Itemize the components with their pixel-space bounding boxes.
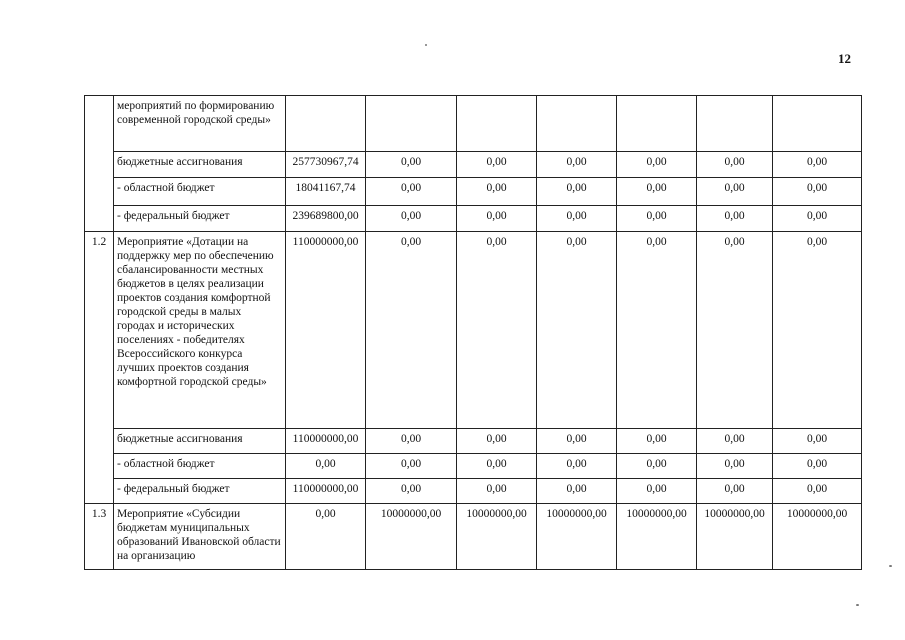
value-cell [457, 96, 537, 152]
value-cell: 0,00 [537, 479, 617, 504]
value-cell: 110000000,00 [286, 429, 366, 454]
table-row [85, 178, 862, 206]
value-cell: 239689800,00 [286, 206, 366, 232]
value-cell: 0,00 [457, 479, 537, 504]
value-cell: 0,00 [773, 232, 862, 429]
value-cell: 0,00 [697, 152, 773, 178]
value-cell: 0,00 [366, 454, 457, 479]
value-cell: 0,00 [697, 206, 773, 232]
scan-speck [856, 604, 859, 606]
row-index-cell: 1.3 [85, 504, 114, 570]
value-cell: 10000000,00 [697, 504, 773, 570]
value-cell: 0,00 [457, 206, 537, 232]
value-cell: 257730967,74 [286, 152, 366, 178]
table-row [85, 206, 862, 232]
value-cell: 0,00 [457, 152, 537, 178]
row-description: Мероприятие «Субсидии бюджетам муниципальных образований Ивановской области на организацию [114, 504, 286, 570]
value-cell: 0,00 [773, 479, 862, 504]
value-cell [617, 96, 697, 152]
value-cell: 0,00 [697, 454, 773, 479]
row-description: - федеральный бюджет [114, 479, 286, 504]
value-cell: 0,00 [457, 454, 537, 479]
value-cell: 0,00 [617, 232, 697, 429]
row-description: - федеральный бюджет [114, 206, 286, 232]
table-row [85, 96, 862, 152]
value-cell: 0,00 [366, 206, 457, 232]
value-cell [697, 96, 773, 152]
value-cell: 0,00 [366, 232, 457, 429]
value-cell: 18041167,74 [286, 178, 366, 206]
value-cell: 0,00 [537, 454, 617, 479]
value-cell: 0,00 [773, 429, 862, 454]
value-cell: 0,00 [457, 232, 537, 429]
row-description: - областной бюджет [114, 454, 286, 479]
page-number: 12 [838, 51, 851, 66]
value-cell: 0,00 [537, 152, 617, 178]
scan-speck [889, 565, 892, 567]
value-cell: 0,00 [617, 206, 697, 232]
value-cell: 0,00 [697, 429, 773, 454]
value-cell: 0,00 [366, 479, 457, 504]
value-cell: 0,00 [286, 454, 366, 479]
value-cell: 10000000,00 [773, 504, 862, 570]
value-cell: 0,00 [537, 206, 617, 232]
row-index-cell [85, 96, 114, 232]
value-cell [537, 96, 617, 152]
value-cell: 10000000,00 [457, 504, 537, 570]
table-row [85, 152, 862, 178]
value-cell: 0,00 [697, 479, 773, 504]
value-cell: 0,00 [617, 178, 697, 206]
value-cell: 0,00 [366, 152, 457, 178]
value-cell [286, 96, 366, 152]
value-cell: 0,00 [773, 152, 862, 178]
value-cell: 0,00 [773, 178, 862, 206]
scan-speck [425, 44, 427, 46]
value-cell: 0,00 [617, 479, 697, 504]
value-cell: 0,00 [617, 152, 697, 178]
value-cell: 10000000,00 [366, 504, 457, 570]
table-row [85, 454, 862, 479]
budget-table [84, 95, 862, 570]
value-cell: 0,00 [366, 429, 457, 454]
value-cell: 0,00 [537, 232, 617, 429]
row-index-cell: 1.2 [85, 232, 114, 504]
value-cell: 0,00 [773, 454, 862, 479]
row-description: Мероприятие «Дотации на поддержку мер по обеспечению сбалансированности местных бюджетов в целях реализации проектов создания комфортной городской среды в малых городах и исторических поселениях - победителях Всероссийского конкурса лучших проектов создания комфортной городской среды» [114, 232, 286, 429]
value-cell: 0,00 [457, 429, 537, 454]
table-row [85, 504, 862, 570]
value-cell: 110000000,00 [286, 232, 366, 429]
value-cell: 0,00 [457, 178, 537, 206]
table-row [85, 232, 862, 429]
value-cell: 0,00 [773, 206, 862, 232]
value-cell: 0,00 [366, 178, 457, 206]
value-cell: 0,00 [697, 232, 773, 429]
row-description: - областной бюджет [114, 178, 286, 206]
row-description: мероприятий по формированию современной городской среды» [114, 96, 286, 152]
value-cell [773, 96, 862, 152]
value-cell: 110000000,00 [286, 479, 366, 504]
value-cell [366, 96, 457, 152]
value-cell: 0,00 [537, 429, 617, 454]
table-row [85, 479, 862, 504]
row-description: бюджетные ассигнования [114, 152, 286, 178]
value-cell: 0,00 [697, 178, 773, 206]
value-cell: 10000000,00 [537, 504, 617, 570]
row-description: бюджетные ассигнования [114, 429, 286, 454]
value-cell: 0,00 [617, 454, 697, 479]
value-cell: 0,00 [286, 504, 366, 570]
value-cell: 0,00 [537, 178, 617, 206]
value-cell: 10000000,00 [617, 504, 697, 570]
table-row [85, 429, 862, 454]
value-cell: 0,00 [617, 429, 697, 454]
